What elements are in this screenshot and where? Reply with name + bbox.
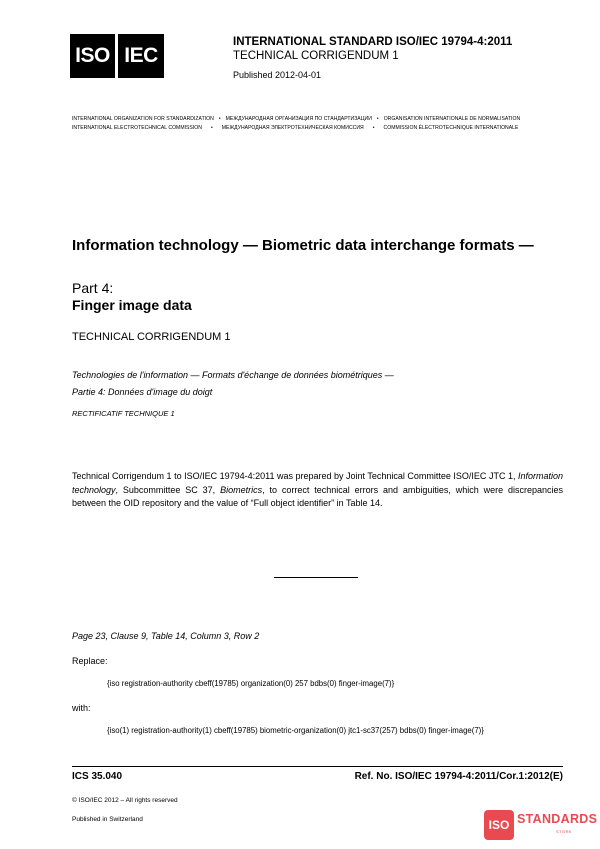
iso-logo: ISO [70,34,115,78]
org-iec-en: INTERNATIONAL ELECTROTECHNICAL COMMISSION [72,125,202,131]
part-name: Finger image data [72,297,192,313]
footer-divider [72,766,563,767]
replace-label: Replace: [72,656,108,666]
bullet: • [218,116,221,122]
org-iec-fr: COMMISSION ÉLECTROTECHNIQUE INTERNATIONALE [383,125,519,131]
iso-standards-store-badge [484,810,598,842]
para-italic: Biometrics [220,484,263,495]
bullet: • [372,125,375,131]
old-identifier: {iso registration-authority cbeff(19785) organization(0) 257 bdbs(0) finger-image(7)} [107,679,395,688]
store-word: STANDARDS [517,812,598,826]
corrigendum-label: TECHNICAL CORRIGENDUM 1 [233,50,399,62]
org-iso-en: INTERNATIONAL ORGANIZATION FOR STANDARDIZATION [72,116,214,122]
part-label: Part 4: [72,280,114,296]
reference-number: Ref. No. ISO/IEC 19794-4:2011/Cor.1:2012(E) [354,771,563,782]
published-in: Published in Switzerland [72,816,143,823]
document-title: Information technology — Biometric data interchange formats — [72,237,534,254]
bullet: • [376,116,379,122]
correction-location: Page 23, Clause 9, Table 14, Column 3, Row 2 [72,631,260,641]
org-iec-ru: МЕЖДУНАРОДНАЯ ЭЛЕКТРОТЕХНИЧЕСКАЯ КОМИССИЯ [221,125,364,131]
section-divider [274,577,358,578]
para-text: , Subcommittee SC 37, [115,484,221,495]
french-rectificatif: RECTIFICATIF TECHNIQUE 1 [72,409,175,418]
store-iso-logo: ISO [484,810,514,840]
org-iso-fr: ORGANISATION INTERNATIONALE DE NORMALISATION [383,116,521,122]
published-date: Published 2012-04-01 [233,70,322,80]
with-label: with: [72,703,91,713]
iec-logo: IEC [118,34,164,78]
french-part: Partie 4: Données d'image du doigt [72,387,213,397]
store-small: STORE [556,829,573,834]
intro-paragraph [72,470,563,511]
para-italic: Information technology [72,471,563,495]
para-text: , to correct technical errors and ambiguities, which were discrepancies between the OID repository and the value of “Full object identifier” in Table 14. [72,484,564,508]
org-line-1 [72,116,520,122]
french-title: Technologies de l'information — Formats d'échange de données biométriques — [72,370,394,380]
technical-corrigendum-heading: TECHNICAL CORRIGENDUM 1 [72,331,231,343]
para-text: Technical Corrigendum 1 to ISO/IEC 19794-4:2011 was prepared by Joint Technical Committee ISO/IEC JTC 1, [72,471,518,481]
standard-title: INTERNATIONAL STANDARD ISO/IEC 19794-4:2011 [233,36,513,48]
org-line-2 [72,125,518,131]
bullet: • [210,125,213,131]
org-iso-ru: МЕЖДУНАРОДНАЯ ОРГАНИЗАЦИЯ ПО СТАНДАРТИЗАЦИИ [225,116,372,122]
copyright: © ISO/IEC 2012 – All rights reserved [72,797,178,804]
new-identifier: {iso(1) registration-authority(1) cbeff(19785) biometric-organization(0) jtc1-sc37(257) bdbs(0) finger-image(7)} [107,726,484,735]
ics-code: ICS 35.040 [72,771,123,782]
